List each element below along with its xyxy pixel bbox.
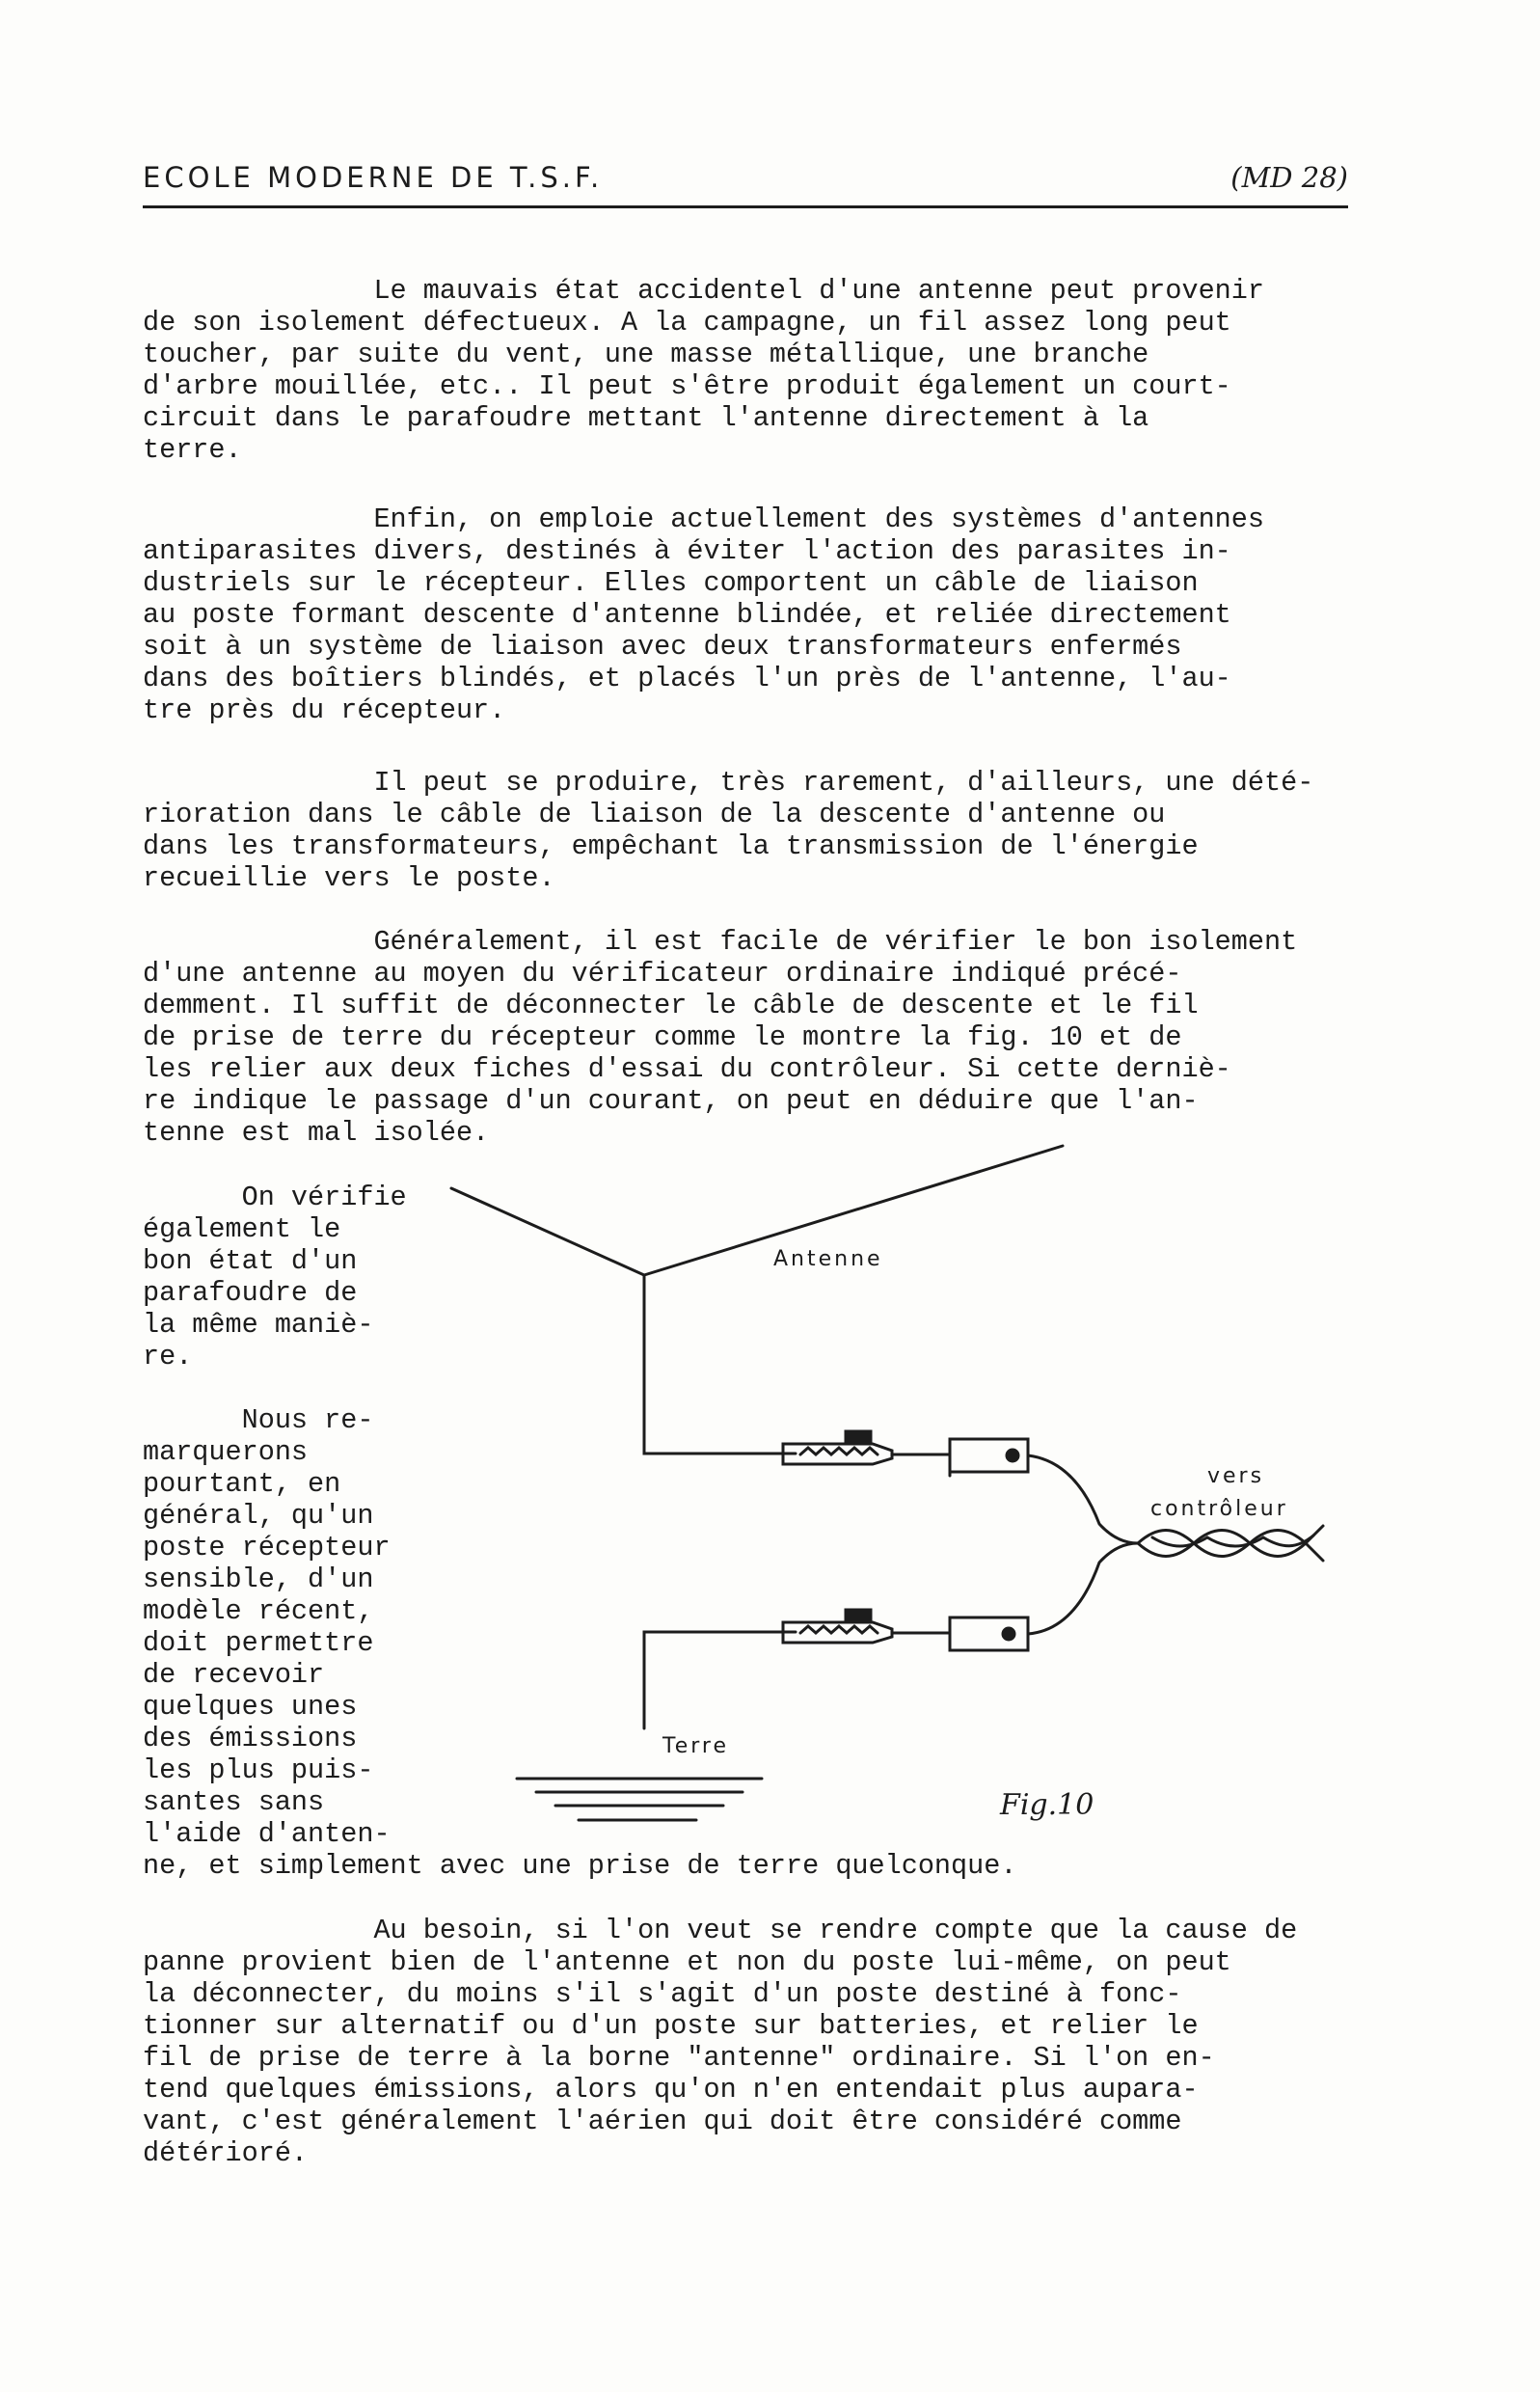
bottom-crocodile-clip [783,1610,892,1643]
label-vers: vers [1207,1464,1265,1488]
paragraph-4: Généralement, il est facile de vérifier le bon isolement d'une antenne au moyen du vérificateur ordinaire indiqué précé- demment. Il suffit de déconnecter le câble de descente et le fil de prise de terre du récepteur comme le montre la fig. 10 et de les relier aux deux fiches d'essai du contrôleur. Si cette derniè- re indique le passage d'un courant, on peut en déduire que l'an- tenne est mal isolée. [143,926,1298,1149]
bottom-test-plug [950,1617,1028,1650]
paragraph-2: Enfin, on emploie actuellement des systèmes d'antennes antiparasites divers, destinés à éviter l'action des parasites in- dustriels sur le récepteur. Elles comportent un câble de liaison au poste formant descente d'antenne blindée, et reliée directement soit à un système de liaison avec deux transformateurs enfermés dans des boîtiers blindés, et placés l'un près de l'antenne, l'au- tre près du récepteur. [143,503,1264,726]
paragraph-3: Il peut se produire, très rarement, d'ailleurs, une dété- rioration dans le câble de liaison de la descente d'antenne ou dans les transformateurs, empêchant la transmission de l'énergie recueillie vers le poste. [143,767,1314,894]
header-title: ECOLE MODERNE DE T.S.F. [143,161,604,194]
earth-symbol [517,1779,762,1820]
label-terre: Terre [662,1734,729,1758]
bottom-lead [1028,1543,1138,1634]
label-controleur: contrôleur [1150,1497,1288,1521]
side-text-1: On vérifie également le bon état d'un parafoudre de la même maniè- re. [143,1182,407,1373]
antenna-wire-left [451,1188,644,1275]
paragraph-1: Le mauvais état accidentel d'une antenne peut provenir de son isolement défectueux. A la campagne, un fil assez long peut toucher, par suite du vent, une masse métallique, une branche d'arbre mouillée, etc.. Il peut s'être produit également un court- circuit dans le parafoudre mettant l'antenne directement à la terre. [143,275,1264,466]
side-text-2: Nous re- marquerons pourtant, en général, qu'un poste récepteur sensible, d'un modèle récent, doit permettre de recevoir quelques unes des émissions les plus puis- santes sans l'aide d'anten- [143,1404,391,1850]
label-antenna: Antenne [773,1247,883,1271]
top-crocodile-clip [783,1431,892,1464]
top-lead [1028,1455,1138,1543]
antenna-down-lead [644,1275,796,1454]
twisted-cable [1138,1526,1323,1561]
paragraph-5: Au besoin, si l'on veut se rendre compte que la cause de panne provient bien de l'antenne et non du poste lui-même, on peut la déconnecter, du moins s'il s'agit d'un poste destiné à fonc- tionner sur alternatif ou d'un poste sur batteries, et relier le fil de prise de terre à la borne "antenne" ordinaire. Si l'on en- tend quelques émissions, alors qu'on n'en entendait plus aupara- vant, c'est généralement l'aérien qui doit être considéré comme détérioré. [143,1915,1298,2169]
continuation-line: ne, et simplement avec une prise de terre quelconque. [143,1850,1017,1882]
figure-caption: Fig.10 [1000,1788,1094,1822]
earth-lead [644,1632,796,1728]
header-reference: (MD 28) [1230,161,1348,194]
